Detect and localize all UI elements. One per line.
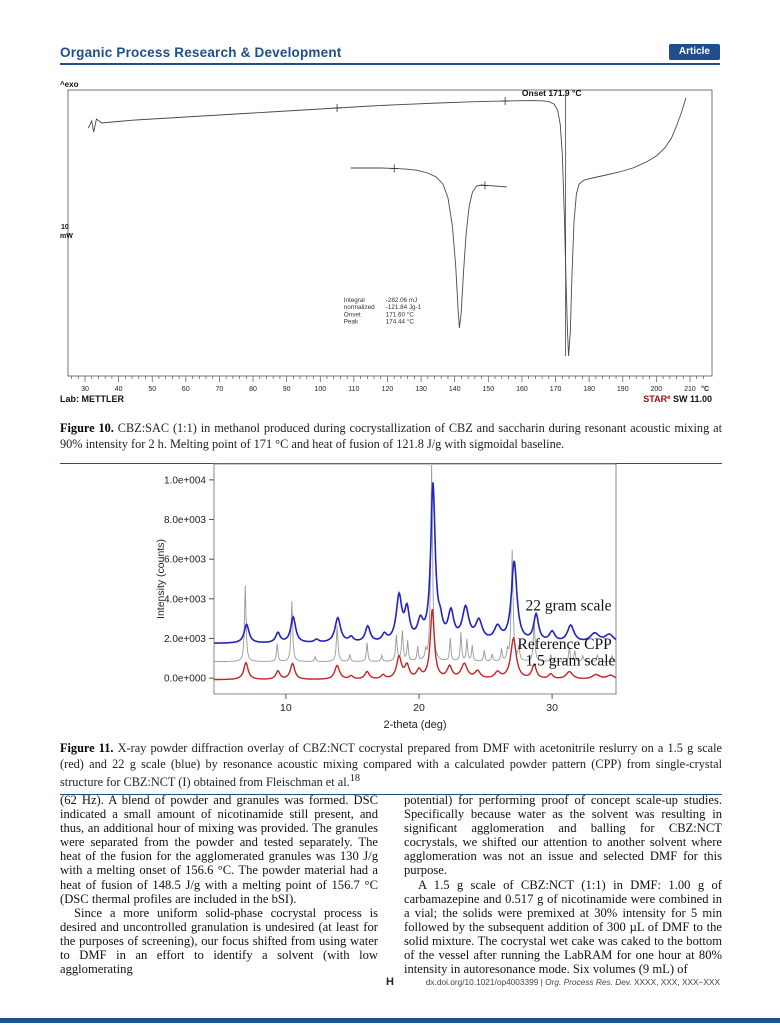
- dsc-x-tick-label: 70: [215, 386, 224, 393]
- dsc-x-tick-label: 120: [381, 386, 394, 393]
- xrd-y-tick-label: 8.0e+003: [164, 515, 206, 527]
- doi-url[interactable]: dx.doi.org/10.1021/op4003399 |: [425, 977, 546, 987]
- xrd-x-tick-label: 10: [280, 702, 292, 714]
- body-paragraph: Since a more uniform solid-phase cocrystal process is desired and uncontrolled granulation is undesired (at least for the purposes of screening), our focus shifted from using water to DMF in an effort to identify a solvent (with low agglomerating: [60, 905, 378, 977]
- body-paragraph: A 1.5 g scale of CBZ:NCT (1:1) in DMF: 1.00 g of carbamazepine and 0.517 g of nicotinamide were combined in a vial; the solids were premixed at 30% intensity for 5 min followed by the subsequent addition of 300 µL of DMF to the solid mixture. The cocrystal wet cake was caked to the bottom of the vessel after running the LabRAM for one hour at 80% intensity in autoresonance mode. Six volumes (9 mL) of: [404, 877, 722, 977]
- body-paragraph: (62 Hz). A blend of powder and granules was formed. DSC indicated a small amount of nicotinamide still present, and thus, an additional hour of mixing was provided. The granules were separated from the powder and tested separately. The heat of the fusion for the agglomerated granules was 130 J/g with a melting onset of 156.6 °C. The powder material had a heat of fusion of 148.5 J/g with a melting point of 156.7 °C (DSC thermal profiles are included in the bSI).: [60, 793, 378, 906]
- body-text-columns: [60, 793, 722, 976]
- dsc-result-value: 171.60 °C: [385, 311, 414, 319]
- journal-title: Organic Process Research & Development: [60, 45, 342, 60]
- xrd-series-label: Reference CPP: [517, 635, 612, 653]
- reference-superscript[interactable]: 18: [349, 773, 360, 785]
- dsc-software-label: STAR$^e$ SW 11.00: [643, 394, 712, 404]
- dsc-x-tick-label: 200: [650, 386, 663, 393]
- dsc-onset-annotation: Onset 171.9 °C: [521, 88, 582, 98]
- dsc-scale-value: 10: [61, 224, 69, 231]
- doi-line: [426, 977, 720, 987]
- doi-journal: Org. Process Res. Dev.: [545, 977, 634, 987]
- dsc-result-value: -282.06 mJ: [385, 297, 418, 304]
- dsc-x-tick-label: 30: [81, 386, 89, 393]
- xrd-y-tick-label: 6.0e+003: [164, 554, 206, 566]
- dsc-x-tick-label: 130: [415, 386, 427, 393]
- dsc-x-tick-label: 90: [282, 386, 291, 393]
- dsc-x-tick-label: 80: [249, 386, 257, 393]
- figure10-caption: Figure 10. CBZ:SAC (1:1) in methanol produced during cocrystallization of CBZ and saccharin during resonant acoustic mixing at 90% intensity for 2 h. Melting point of 171 °C and heat of fusion of 121.8 J/g with sigmoidal baseline.: [60, 421, 722, 452]
- dsc-result-label: Integral: [343, 297, 365, 304]
- xrd-series-label: 22 gram scale: [525, 597, 612, 615]
- figure11-caption: Figure 11. X-ray powder diffraction overlay of CBZ:NCT cocrystal prepared from DMF with acetonitrile reslurry on a 1.5 g scale (red) and 22 g scale (blue) by resonance acoustic mixing compared with a calculated powder pattern (CPP) from single-crystal structure for CBZ:NCT (I) obtained from Fleischman et al.$^{18}$: [60, 741, 722, 790]
- xrd-y-tick-label: 0.0e+000: [164, 673, 206, 685]
- dsc-result-value: -121.84 Jg-1: [385, 304, 422, 312]
- dsc-x-tick-label: 110: [348, 386, 360, 393]
- dsc-x-tick-label: 140: [448, 386, 461, 393]
- xrd-y-tick-label: 4.0e+003: [164, 594, 206, 606]
- header-rule: [60, 63, 720, 65]
- xrd-x-tick-label: 30: [546, 702, 558, 714]
- dsc-x-tick-label: 50: [148, 386, 157, 393]
- dsc-x-tick-label: 100: [314, 386, 327, 393]
- dsc-plot-box: [68, 90, 712, 376]
- dsc-x-axis-unit: °C: [701, 386, 709, 393]
- figure11-label: Figure 11.: [60, 741, 114, 755]
- xrd-x-tick-label: 20: [413, 702, 425, 714]
- dsc-result-label: Onset: [343, 311, 361, 319]
- xrpd-overlay-chart: [152, 458, 628, 734]
- dsc-exo-label: ^exo: [60, 80, 79, 89]
- figure10-label: Figure 10.: [60, 421, 114, 435]
- dsc-result-label: Peak: [343, 318, 359, 326]
- article-badge[interactable]: Article: [669, 44, 720, 60]
- dsc-x-tick-label: 40: [114, 386, 123, 393]
- dsc-x-tick-label: 210: [684, 386, 696, 393]
- right-column: [404, 793, 722, 976]
- dsc-x-tick-label: 190: [616, 386, 629, 393]
- dsc-thermogram-chart: [60, 80, 720, 412]
- xrd-y-tick-label: 1.0e+004: [164, 475, 206, 487]
- dsc-scale-unit: mW: [60, 233, 73, 240]
- dsc-x-tick-label: 180: [583, 386, 595, 393]
- body-paragraph: potential) for performing proof of concept scale-up studies. Specifically because water as the solvent was resulting in significant agglomeration and balling for CBZ:NCT cocrystals, we shifted our attention to another solvent where agglomeration was not an issue and selected DMF for this purpose.: [404, 793, 722, 878]
- dsc-result-value: 174.44 °C: [385, 318, 414, 326]
- xrd-x-axis-label: 2-theta (deg): [383, 719, 447, 731]
- page-header: [60, 44, 720, 65]
- doi-issue: XXXX, XXX, XXX−XXX: [633, 977, 720, 987]
- dsc-x-tick-label: 160: [516, 386, 528, 393]
- xrd-y-axis-label: Intensity (counts): [155, 539, 167, 619]
- dsc-instrument-label: Lab: METTLER: [60, 394, 124, 404]
- bottom-blue-bar: [0, 1018, 780, 1023]
- dsc-x-tick-label: 150: [482, 386, 495, 393]
- xrd-series-label: 1.5 gram scale: [525, 652, 616, 670]
- xrd-trace: [214, 465, 616, 662]
- xrd-y-tick-label: 2.0e+003: [164, 633, 206, 645]
- xrd-trace: [214, 482, 616, 643]
- left-column: [60, 793, 378, 976]
- dsc-x-tick-label: 60: [181, 386, 190, 393]
- dsc-result-label: normalized: [343, 304, 375, 312]
- dsc-x-tick-label: 170: [549, 386, 562, 393]
- page-number: H: [386, 976, 394, 988]
